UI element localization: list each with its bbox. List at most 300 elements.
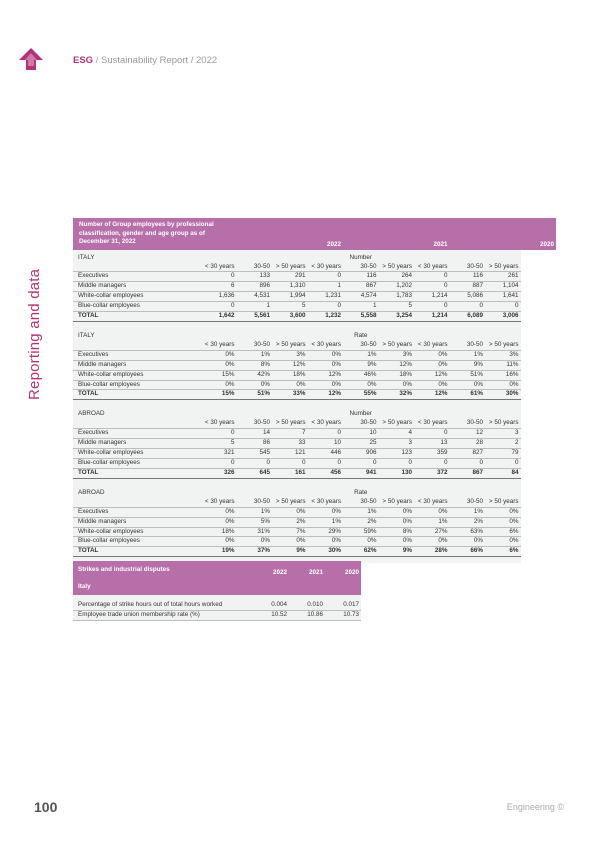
table-row: [73, 468, 556, 478]
value-cell: 0%: [272, 537, 308, 547]
value-cell: 359: [414, 449, 450, 459]
value-cell: 0%: [485, 537, 521, 547]
value-cell: 0.010: [289, 601, 325, 610]
row-label: Middle managers: [73, 439, 201, 449]
year-header: 2022: [308, 218, 344, 250]
value-cell: 5,561: [237, 312, 273, 322]
value-cell: 0: [201, 272, 237, 282]
table-title: Number of Group employees by professional classification, gender and age group as of December 31, 2022: [73, 218, 237, 250]
value-cell: 1%: [450, 507, 486, 517]
value-cell: 12%: [379, 360, 415, 370]
year-header: 2022: [253, 561, 289, 578]
value-cell: 6: [201, 282, 237, 292]
value-cell: 0: [308, 302, 344, 312]
value-cell: 12%: [308, 390, 344, 400]
row-label: Percentage of strike hours out of total hours worked: [73, 601, 253, 610]
value-cell: 13: [414, 439, 450, 449]
table-row: [73, 517, 556, 527]
value-cell: 130: [379, 468, 415, 478]
age-group-header: 30-50: [237, 419, 273, 428]
value-cell: 1: [237, 302, 273, 312]
value-cell: 3: [485, 429, 521, 439]
value-cell: 0: [485, 459, 521, 469]
section-unit: Number: [308, 250, 415, 263]
table-row: [73, 292, 556, 302]
value-cell: 1,994: [272, 292, 308, 302]
row-label: White-collar employees: [73, 292, 201, 302]
age-group-header: 30-50: [237, 341, 273, 350]
value-cell: 867: [343, 282, 379, 292]
value-cell: 12%: [272, 360, 308, 370]
value-cell: 1,232: [308, 312, 344, 322]
blank-cell: [414, 328, 521, 341]
value-cell: 941: [343, 468, 379, 478]
age-group-header: < 30 years: [414, 341, 450, 350]
value-cell: 0%: [485, 517, 521, 527]
report-header: [73, 55, 217, 66]
age-group-header: < 30 years: [201, 498, 237, 507]
value-cell: 0%: [379, 517, 415, 527]
row-label: White-collar employees: [73, 527, 201, 537]
value-cell: 33: [272, 439, 308, 449]
value-cell: 8%: [237, 360, 273, 370]
value-cell: 0: [485, 302, 521, 312]
value-cell: 0%: [379, 537, 415, 547]
table-row: [73, 380, 556, 390]
value-cell: 0%: [272, 507, 308, 517]
value-cell: 0%: [450, 537, 486, 547]
age-group-header: < 30 years: [414, 498, 450, 507]
value-cell: 321: [201, 449, 237, 459]
value-cell: 161: [272, 468, 308, 478]
value-cell: 261: [485, 272, 521, 282]
value-cell: 19%: [201, 547, 237, 557]
year-header: 2020: [521, 218, 557, 250]
value-cell: 0%: [414, 380, 450, 390]
age-group-header: > 50 years: [272, 498, 308, 507]
value-cell: 0%: [201, 380, 237, 390]
value-cell: 46%: [343, 370, 379, 380]
value-cell: 7: [272, 429, 308, 439]
age-group-header: > 50 years: [379, 263, 415, 272]
table-subtitle: Italy: [73, 578, 361, 595]
value-cell: 4: [379, 429, 415, 439]
value-cell: 3,006: [485, 312, 521, 322]
value-cell: 1: [343, 302, 379, 312]
value-cell: 0: [201, 429, 237, 439]
value-cell: 28%: [414, 547, 450, 557]
employees-table-container: [73, 218, 556, 563]
section-name: ABROAD: [73, 485, 201, 498]
value-cell: 3,254: [379, 312, 415, 322]
value-cell: 133: [237, 272, 273, 282]
row-label: White-collar employees: [73, 449, 201, 459]
value-cell: 84: [485, 468, 521, 478]
value-cell: 0: [272, 459, 308, 469]
value-cell: 291: [272, 272, 308, 282]
blank-cell: [201, 485, 308, 498]
side-section-label: Reporting and data: [26, 268, 43, 400]
value-cell: 12%: [414, 390, 450, 400]
table-title: Strikes and industrial disputes: [73, 561, 253, 578]
value-cell: 18%: [201, 527, 237, 537]
age-group-header: > 50 years: [272, 341, 308, 350]
value-cell: 3%: [485, 350, 521, 360]
table-row: [73, 370, 556, 380]
value-cell: 10.52: [253, 610, 289, 620]
value-cell: 15%: [201, 370, 237, 380]
value-cell: 0%: [343, 537, 379, 547]
age-group-header: > 50 years: [485, 263, 521, 272]
value-cell: 5: [272, 302, 308, 312]
age-group-header: < 30 years: [308, 419, 344, 428]
value-cell: 0: [414, 272, 450, 282]
value-cell: 4,574: [343, 292, 379, 302]
value-cell: 5: [201, 439, 237, 449]
value-cell: 25: [343, 439, 379, 449]
value-cell: 10: [343, 429, 379, 439]
value-cell: 6%: [485, 527, 521, 537]
value-cell: 55%: [343, 390, 379, 400]
value-cell: 0: [379, 459, 415, 469]
value-cell: 3: [379, 439, 415, 449]
value-cell: 9%: [272, 547, 308, 557]
section-name: ITALY: [73, 328, 201, 341]
age-group-header: < 30 years: [201, 263, 237, 272]
blank-cell: [201, 250, 308, 263]
age-group-header: 30-50: [450, 498, 486, 507]
value-cell: 123: [379, 449, 415, 459]
value-cell: 28: [450, 439, 486, 449]
row-label: Executives: [73, 429, 201, 439]
section-unit: Rate: [308, 485, 415, 498]
age-group-header: > 50 years: [485, 341, 521, 350]
value-cell: 9%: [450, 360, 486, 370]
value-cell: 29%: [308, 527, 344, 537]
value-cell: 0: [201, 459, 237, 469]
value-cell: 0%: [201, 537, 237, 547]
value-cell: 645: [237, 468, 273, 478]
table-row: [73, 312, 556, 322]
section-name: ITALY: [73, 250, 201, 263]
company-logo-icon: [19, 48, 43, 70]
blank-cell: [73, 263, 201, 272]
value-cell: 4,531: [237, 292, 273, 302]
header-cell: [343, 218, 414, 250]
year-header: 2021: [289, 561, 325, 578]
value-cell: 896: [237, 282, 273, 292]
value-cell: 61%: [450, 390, 486, 400]
age-group-header: > 50 years: [272, 263, 308, 272]
value-cell: 2%: [272, 517, 308, 527]
value-cell: 1%: [308, 517, 344, 527]
value-cell: 1,231: [308, 292, 344, 302]
section-unit: Rate: [308, 328, 415, 341]
row-label: Middle managers: [73, 282, 201, 292]
age-group-header: < 30 years: [201, 341, 237, 350]
row-label: Executives: [73, 272, 201, 282]
value-cell: 264: [379, 272, 415, 282]
value-cell: 30%: [485, 390, 521, 400]
value-cell: 0%: [201, 360, 237, 370]
value-cell: 0%: [485, 507, 521, 517]
age-group-header: 30-50: [343, 498, 379, 507]
table-row: [73, 610, 361, 620]
age-group-header: 30-50: [343, 341, 379, 350]
blank-cell: [414, 406, 521, 419]
table-row: [73, 547, 556, 557]
value-cell: 121: [272, 449, 308, 459]
value-cell: 1,642: [201, 312, 237, 322]
value-cell: 1,214: [414, 312, 450, 322]
value-cell: 9%: [343, 360, 379, 370]
value-cell: 0%: [343, 380, 379, 390]
employees-by-classification-table: [73, 218, 556, 563]
value-cell: 37%: [237, 547, 273, 557]
value-cell: 79: [485, 449, 521, 459]
value-cell: 0%: [201, 350, 237, 360]
age-group-header: > 50 years: [485, 498, 521, 507]
table-row: [73, 360, 556, 370]
blank-cell: [414, 485, 521, 498]
value-cell: 62%: [343, 547, 379, 557]
age-group-header: < 30 years: [201, 419, 237, 428]
value-cell: 0: [450, 459, 486, 469]
value-cell: 0%: [450, 380, 486, 390]
age-group-header: > 50 years: [379, 498, 415, 507]
table-row: [73, 449, 556, 459]
value-cell: 0: [308, 459, 344, 469]
value-cell: 0%: [308, 380, 344, 390]
value-cell: 10.86: [289, 610, 325, 620]
value-cell: 1,636: [201, 292, 237, 302]
value-cell: 0.004: [253, 601, 289, 610]
value-cell: 0%: [379, 380, 415, 390]
value-cell: 0%: [308, 537, 344, 547]
value-cell: 0%: [308, 350, 344, 360]
row-label: Blue-collar employees: [73, 380, 201, 390]
blank-cell: [73, 498, 201, 507]
value-cell: 0: [414, 282, 450, 292]
row-label: Employee trade union membership rate (%): [73, 610, 253, 620]
age-group-header: 30-50: [237, 263, 273, 272]
value-cell: 1%: [343, 507, 379, 517]
age-group-header: > 50 years: [272, 419, 308, 428]
table-row: [73, 302, 556, 312]
value-cell: 5: [379, 302, 415, 312]
value-cell: 11%: [485, 360, 521, 370]
row-label: TOTAL: [73, 312, 201, 322]
value-cell: 1,214: [414, 292, 450, 302]
strikes-table: [73, 561, 361, 621]
value-cell: 1,783: [379, 292, 415, 302]
value-cell: 10: [308, 439, 344, 449]
value-cell: 33%: [272, 390, 308, 400]
value-cell: 906: [343, 449, 379, 459]
value-cell: 0: [343, 459, 379, 469]
value-cell: 116: [343, 272, 379, 282]
value-cell: 0: [414, 459, 450, 469]
blank-cell: [201, 328, 308, 341]
table-row: [73, 272, 556, 282]
age-group-header: 30-50: [343, 419, 379, 428]
page-number: 100: [34, 799, 58, 815]
value-cell: 16%: [485, 370, 521, 380]
value-cell: 6%: [485, 547, 521, 557]
age-group-header: < 30 years: [308, 498, 344, 507]
value-cell: 8%: [379, 527, 415, 537]
table-row: [73, 350, 556, 360]
value-cell: 3,600: [272, 312, 308, 322]
section-name: ABROAD: [73, 406, 201, 419]
value-cell: 1%: [237, 350, 273, 360]
age-group-header: < 30 years: [308, 341, 344, 350]
header-text: / Sustainability Report / 2022: [93, 55, 218, 66]
value-cell: 116: [450, 272, 486, 282]
blank-cell: [73, 419, 201, 428]
age-group-header: 30-50: [450, 341, 486, 350]
value-cell: 5,558: [343, 312, 379, 322]
row-label: TOTAL: [73, 468, 201, 478]
value-cell: 2%: [450, 517, 486, 527]
value-cell: 42%: [237, 370, 273, 380]
value-cell: 2%: [343, 517, 379, 527]
value-cell: 30%: [308, 547, 344, 557]
age-group-header: < 30 years: [308, 263, 344, 272]
row-label: White-collar employees: [73, 370, 201, 380]
value-cell: 0%: [485, 380, 521, 390]
table-row: [73, 429, 556, 439]
value-cell: 1%: [237, 507, 273, 517]
value-cell: 5%: [237, 517, 273, 527]
year-header: 2021: [414, 218, 450, 250]
value-cell: 0%: [237, 380, 273, 390]
value-cell: 867: [450, 468, 486, 478]
value-cell: 1%: [343, 350, 379, 360]
value-cell: 1%: [414, 517, 450, 527]
value-cell: 7%: [272, 527, 308, 537]
value-cell: 2: [485, 439, 521, 449]
value-cell: 0%: [379, 507, 415, 517]
value-cell: 0%: [414, 350, 450, 360]
value-cell: 372: [414, 468, 450, 478]
age-group-header: > 50 years: [379, 419, 415, 428]
row-label: Blue-collar employees: [73, 459, 201, 469]
value-cell: 6,089: [450, 312, 486, 322]
value-cell: 59%: [343, 527, 379, 537]
value-cell: 10.73: [325, 610, 361, 620]
blank-cell: [201, 406, 308, 419]
header-brand: ESG: [73, 55, 94, 66]
age-group-header: 30-50: [450, 419, 486, 428]
value-cell: 456: [308, 468, 344, 478]
value-cell: 12: [450, 429, 486, 439]
value-cell: 12%: [308, 370, 344, 380]
age-group-header: < 30 years: [414, 263, 450, 272]
value-cell: 0%: [272, 380, 308, 390]
footer-brand: Engineering ©: [506, 802, 564, 812]
age-group-header: > 50 years: [485, 419, 521, 428]
blank-cell: [414, 250, 521, 263]
table-row: [73, 390, 556, 400]
value-cell: 66%: [450, 547, 486, 557]
header-cell: [237, 218, 308, 250]
value-cell: 545: [237, 449, 273, 459]
value-cell: 5,086: [450, 292, 486, 302]
value-cell: 12%: [414, 370, 450, 380]
value-cell: 1%: [450, 350, 486, 360]
value-cell: 86: [237, 439, 273, 449]
row-label: Executives: [73, 507, 201, 517]
table-row: [73, 537, 556, 547]
value-cell: 27%: [414, 527, 450, 537]
age-group-header: 30-50: [343, 263, 379, 272]
value-cell: 0%: [237, 537, 273, 547]
value-cell: 3%: [379, 350, 415, 360]
row-label: TOTAL: [73, 390, 201, 400]
header-cell: [450, 218, 521, 250]
row-label: Blue-collar employees: [73, 302, 201, 312]
value-cell: 0%: [201, 517, 237, 527]
value-cell: 1,104: [485, 282, 521, 292]
value-cell: 18%: [272, 370, 308, 380]
year-header: 2020: [325, 561, 361, 578]
value-cell: 51%: [237, 390, 273, 400]
value-cell: 0%: [414, 537, 450, 547]
value-cell: 51%: [450, 370, 486, 380]
age-group-header: > 50 years: [379, 341, 415, 350]
value-cell: 326: [201, 468, 237, 478]
value-cell: 827: [450, 449, 486, 459]
table-row: [73, 439, 556, 449]
value-cell: 14: [237, 429, 273, 439]
age-group-header: 30-50: [237, 498, 273, 507]
value-cell: 31%: [237, 527, 273, 537]
value-cell: 63%: [450, 527, 486, 537]
value-cell: 0%: [201, 507, 237, 517]
value-cell: 0%: [414, 507, 450, 517]
section-unit: Number: [308, 406, 415, 419]
value-cell: 887: [450, 282, 486, 292]
age-group-header: < 30 years: [414, 419, 450, 428]
value-cell: 0.017: [325, 601, 361, 610]
value-cell: 446: [308, 449, 344, 459]
value-cell: 32%: [379, 390, 415, 400]
value-cell: 0: [308, 272, 344, 282]
value-cell: 3%: [272, 350, 308, 360]
row-label: TOTAL: [73, 547, 201, 557]
value-cell: 0%: [414, 360, 450, 370]
age-group-header: 30-50: [450, 263, 486, 272]
value-cell: 0: [237, 459, 273, 469]
value-cell: 1,202: [379, 282, 415, 292]
value-cell: 15%: [201, 390, 237, 400]
strikes-table-container: [73, 561, 361, 621]
value-cell: 0: [450, 302, 486, 312]
table-row: [73, 601, 361, 610]
table-row: [73, 527, 556, 537]
value-cell: 0: [414, 429, 450, 439]
value-cell: 1: [308, 282, 344, 292]
table-row: [73, 507, 556, 517]
value-cell: 0%: [308, 507, 344, 517]
row-label: Middle managers: [73, 360, 201, 370]
blank-cell: [73, 341, 201, 350]
value-cell: 0: [308, 429, 344, 439]
row-label: Blue-collar employees: [73, 537, 201, 547]
value-cell: 0: [201, 302, 237, 312]
row-label: Middle managers: [73, 517, 201, 527]
